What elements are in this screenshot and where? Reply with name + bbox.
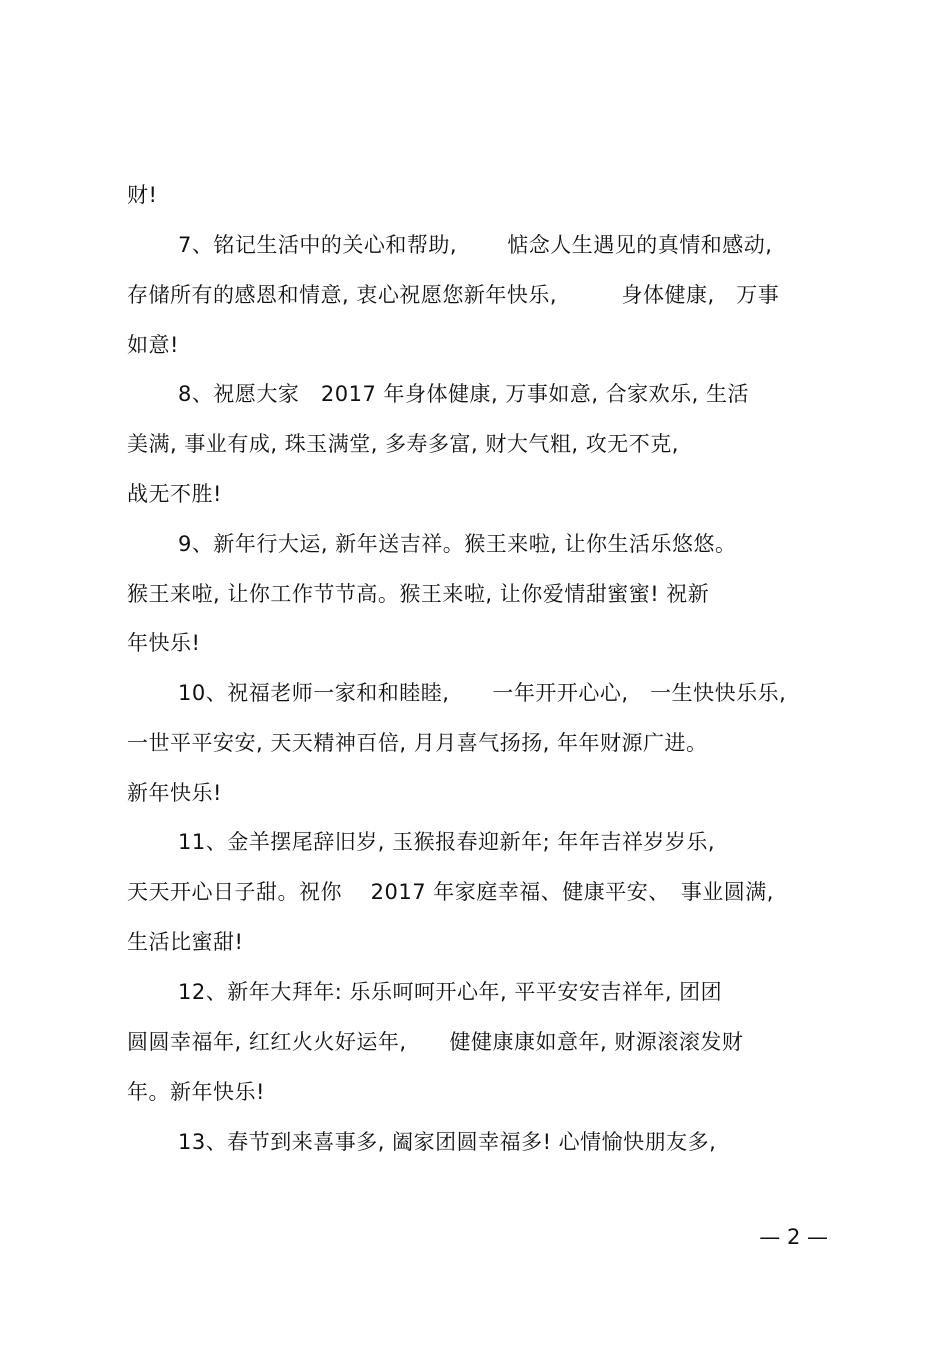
paragraph-8-line-2: 美满, 事业有成, 珠玉满堂, 多寿多富, 财大气粗, 攻无不克, xyxy=(127,432,679,456)
paragraph-11-line-1: 11、金羊摆尾辞旧岁, 玉猴报春迎新年; 年年吉祥岁岁乐, xyxy=(178,830,715,854)
paragraph-9-line-3: 年快乐! xyxy=(127,631,201,655)
paragraph-11-line-3: 生活比蜜甜! xyxy=(127,930,244,954)
paragraph-10-line-2: 一世平平安安, 天天精神百倍, 月月喜气扬扬, 年年财源广进。 xyxy=(127,731,708,755)
paragraph-12-line-3: 年。新年快乐! xyxy=(127,1080,265,1104)
paragraph-8-line-1: 8、祝愿大家 2017 年身体健康, 万事如意, 合家欢乐, 生活 xyxy=(178,382,750,406)
paragraph-7-line-3: 如意! xyxy=(127,333,179,357)
paragraph-11-line-2: 天天开心日子甜。祝你 2017 年家庭幸福、健康平安、 事业圆满, xyxy=(127,880,774,904)
paragraph-10-line-1: 10、祝福老师一家和和睦睦, 一年开开心心, 一生快快乐乐, xyxy=(178,681,787,705)
paragraph-9-line-2: 猴王来啦, 让你工作节节高。猴王来啦, 让你爱情甜蜜蜜! 祝新 xyxy=(127,582,710,606)
paragraph-13-line-1: 13、春节到来喜事多, 阖家团圆幸福多! 心情愉快朋友多, xyxy=(178,1130,717,1154)
paragraph-9-line-1: 9、新年行大运, 新年送吉祥。猴王来啦, 让你生活乐悠悠。 xyxy=(178,532,737,556)
paragraph-7-line-2: 存储所有的感恩和情意, 衷心祝愿您新年快乐, 身体健康, 万事 xyxy=(127,283,780,307)
paragraph-7-line-1: 7、铭记生活中的关心和帮助, 惦念人生遇见的真情和感动, xyxy=(178,233,773,257)
paragraph-12-line-2: 圆圆幸福年, 红红火火好运年, 健健康康如意年, 财源滚滚发财 xyxy=(127,1030,744,1054)
paragraph-8-line-3: 战无不胜! xyxy=(127,482,222,506)
page-number: — 2 — xyxy=(759,1225,828,1249)
paragraph-10-line-3: 新年快乐! xyxy=(127,781,222,805)
text-line: 财! xyxy=(127,183,158,207)
paragraph-12-line-1: 12、新年大拜年: 乐乐呵呵开心年, 平平安安吉祥年, 团团 xyxy=(178,980,723,1004)
